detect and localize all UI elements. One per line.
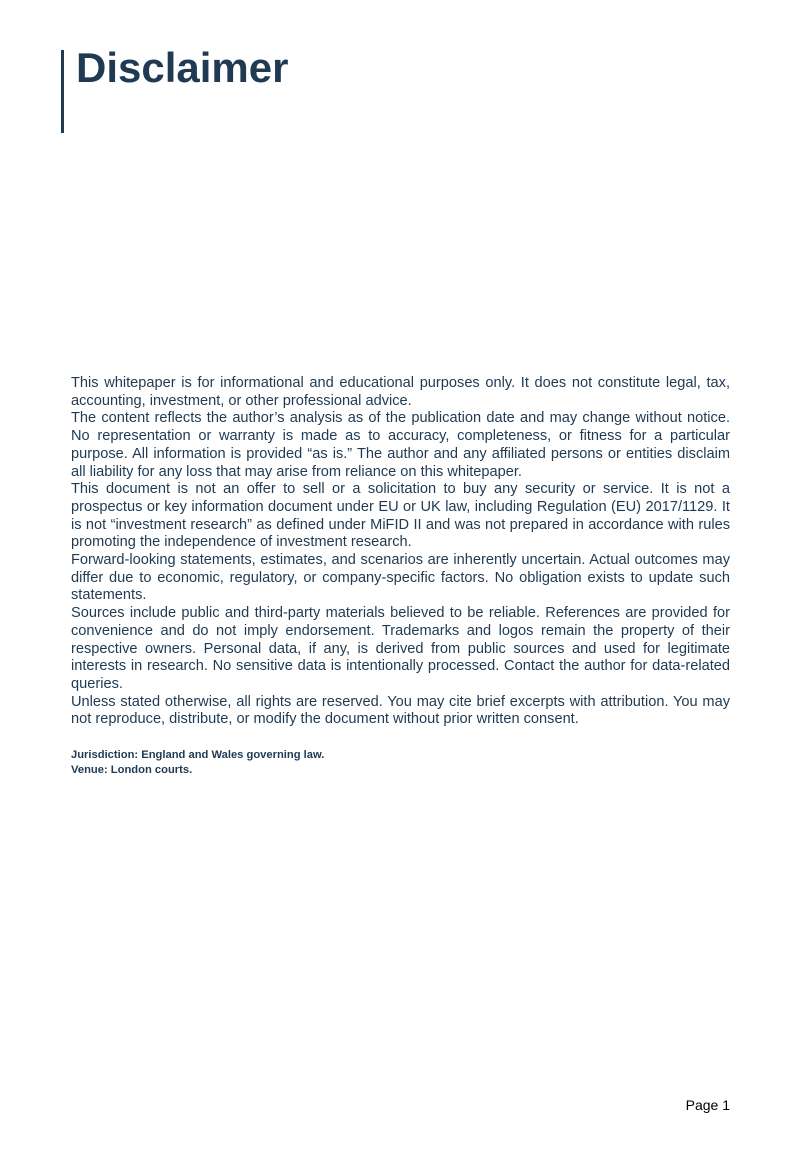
- venue-line: Venue: London courts.: [71, 763, 193, 776]
- page-number: Page 1: [685, 1097, 730, 1113]
- paragraph-rights: Unless stated otherwise, all rights are reserved. You may cite brief excerpts with attribution. You may not reproduce, distribute, or modify the document without prior written consent.: [71, 693, 730, 728]
- paragraph-liability: The content reflects the author’s analysis as of the publication date and may change without notice. No representation or warranty is made as to accuracy, completeness, or fitness for a particular purpose. All information is provided “as is.” The author and any affiliated persons or entities disclaim all liability for any loss that may arise from reliance on this whitepaper.: [71, 410, 730, 480]
- paragraph-sources: Sources include public and third-party materials believed to be reliable. References are provided for convenience and do not imply endorsement. Trademarks and logos remain the property of their respective owners. Personal data, if any, is derived from public sources and used for legitimate interests in research. No sensitive data is intentionally processed. Contact the author for data-related queries.: [71, 605, 730, 692]
- legal-notes: [71, 748, 730, 777]
- paragraph-purpose: This whitepaper is for informational and educational purposes only. It does not constitute legal, tax, accounting, investment, or other professional advice.: [71, 375, 730, 409]
- disclaimer-body: [71, 375, 730, 729]
- jurisdiction-line: Jurisdiction: England and Wales governing law.: [71, 749, 325, 761]
- paragraph-not-an-offer: This document is not an offer to sell or a solicitation to buy any security or service. It is not a prospectus or key information document under EU or UK law, including Regulation (EU) 2017/1129. It is not “investment research” as defined under MiFID II and was not prepared in accordance with rules promoting the independence of investment research.: [71, 481, 730, 551]
- title-accent-bar: [61, 50, 64, 133]
- page-title: Disclaimer: [76, 44, 289, 91]
- paragraph-forward-looking: Forward-looking statements, estimates, and scenarios are inherently uncertain. Actual outcomes may differ due to economic, regulatory, or company-specific factors. No obligation exists to update such statements.: [71, 552, 730, 604]
